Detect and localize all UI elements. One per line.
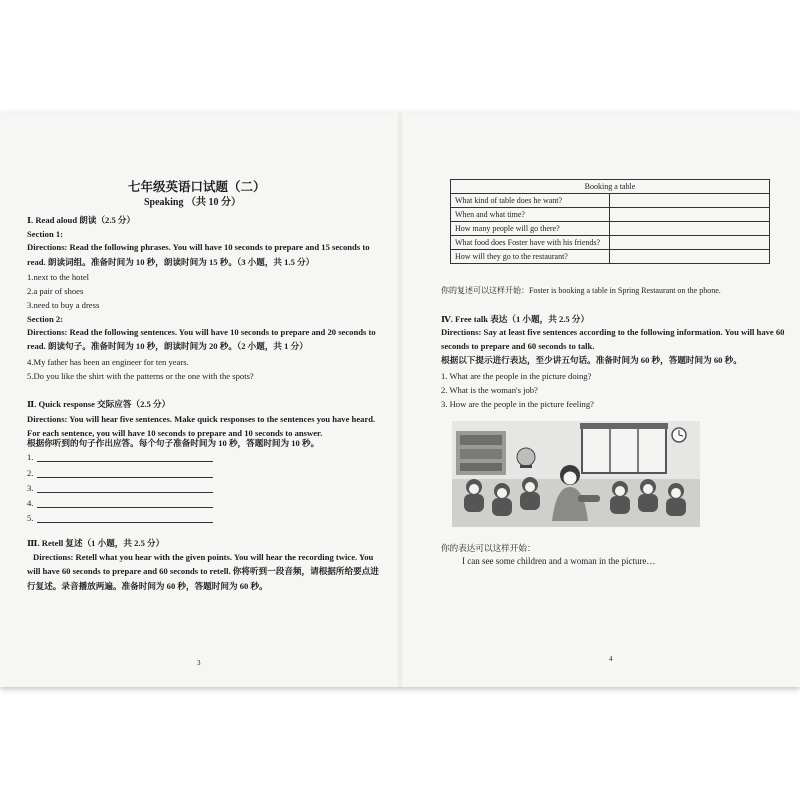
part3-directions: Directions: Retell what you hear with the given points. You will hear the recording twice. You (33, 552, 374, 562)
table-answer-cell[interactable] (610, 236, 770, 250)
section1-label: Section 1: (27, 229, 64, 239)
classroom-picture (452, 421, 700, 527)
section1-directions: Directions: Read the following phrases. You will have 10 seconds to prepare and 15 seconds to (27, 242, 370, 252)
table-row (451, 208, 770, 222)
part4-heading: Ⅳ. Free talk 表达（1 小题，共 2.5 分） (441, 314, 590, 324)
part3-directions-cont: will have 60 seconds to prepare and 60 seconds to retell. 你将听到一段音频，请根据所给要点进 (27, 566, 379, 576)
answer-line[interactable] (37, 492, 213, 493)
part4-directions-cont: seconds to prepare and 60 seconds to talk. (441, 341, 595, 351)
table-answer-cell[interactable] (610, 194, 770, 208)
booking-table (450, 179, 770, 264)
talk-start-label: 你的表达可以这样开始： (441, 543, 536, 553)
table-answer-cell[interactable] (610, 250, 770, 264)
answer-label: 1. (27, 452, 34, 462)
part2-directions-cont: For each sentence, you will have 10 seconds to prepare and 10 seconds to answer. (27, 428, 323, 438)
section2-directions: Directions: Read the following sentences. You will have 10 seconds to prepare and 20 seconds to (27, 327, 376, 337)
part3-directions-cn: 行复述。录音播放两遍。准备时间为 60 秒，答题时间为 60 秒。 (27, 581, 268, 591)
table-question: How many people will go there? (451, 222, 610, 236)
talk-question: 3. How are the people in the picture feeling? (441, 399, 594, 409)
table-header: Booking a table (451, 180, 770, 194)
page-number-left: 3 (197, 659, 201, 667)
phrase-item: 1.next to the hotel (27, 272, 90, 282)
table-row (451, 236, 770, 250)
page-number-right: 4 (609, 655, 613, 663)
part1-heading: Ⅰ. Read aloud 朗读（2.5 分） (27, 215, 136, 225)
section2-label: Section 2: (27, 314, 64, 324)
table-row (451, 194, 770, 208)
table-question: How will they go to the restaurant? (451, 250, 610, 264)
answer-line[interactable] (37, 522, 213, 523)
table-row (451, 222, 770, 236)
talk-question: 2. What is the woman's job? (441, 385, 538, 395)
talk-question: 1. What are the people in the picture doing? (441, 371, 592, 381)
table-header-row (451, 180, 770, 194)
part3-heading: Ⅲ. Retell 复述（1 小题，共 2.5 分） (27, 538, 165, 548)
answer-line[interactable] (37, 477, 213, 478)
retell-start-hint: 你的复述可以这样开始：Foster is booking a table in Spring Restaurant on the phone. (441, 286, 721, 295)
answer-label: 4. (27, 498, 34, 508)
table-answer-cell[interactable] (610, 222, 770, 236)
part4-directions-cn: 根据以下提示进行表达，至少讲五句话。准备时间为 60 秒，答题时间为 60 秒。 (441, 355, 742, 365)
part2-directions: Directions: You will hear five sentences. Make quick responses to the sentences you have heard. (27, 414, 376, 424)
sentence-item: 4.My father has been an engineer for ten years. (27, 357, 189, 367)
sentence-item: 5.Do you like the shirt with the patterns or the one with the spots? (27, 371, 254, 381)
section2-directions-cont: read. 朗读句子。准备时间为 10 秒，朗读时间为 20 秒。（2 小题，共 1 分） (27, 341, 308, 351)
part2-heading: Ⅱ. Quick response 交际应答（2.5 分） (27, 399, 171, 409)
talk-start-text: I can see some children and a woman in the picture… (462, 556, 656, 566)
part2-directions-cn: 根据你听到的句子作出应答。每个句子准备时间为 10 秒，答题时间为 10 秒。 (27, 438, 320, 448)
table-question: When and what time? (451, 208, 610, 222)
page-title: 七年级英语口试题（二） (128, 180, 266, 194)
part4-directions: Directions: Say at least five sentences according to the following information. You will have 60 (441, 327, 785, 337)
section1-directions-cont: read. 朗读词组。准备时间为 10 秒，朗读时间为 15 秒。（3 小题，共 1.5 分） (27, 257, 315, 267)
answer-line[interactable] (37, 507, 213, 508)
page-subtitle: Speaking （共 10 分） (144, 197, 241, 208)
table-answer-cell[interactable] (610, 208, 770, 222)
table-question: What food does Foster have with his friends? (451, 236, 610, 250)
answer-label: 5. (27, 513, 34, 523)
answer-label: 3. (27, 483, 34, 493)
answer-label: 2. (27, 468, 34, 478)
phrase-item: 3.need to buy a dress (27, 300, 100, 310)
phrase-item: 2.a pair of shoes (27, 286, 84, 296)
table-row (451, 250, 770, 264)
table-question: What kind of table does he want? (451, 194, 610, 208)
answer-line[interactable] (37, 461, 213, 462)
